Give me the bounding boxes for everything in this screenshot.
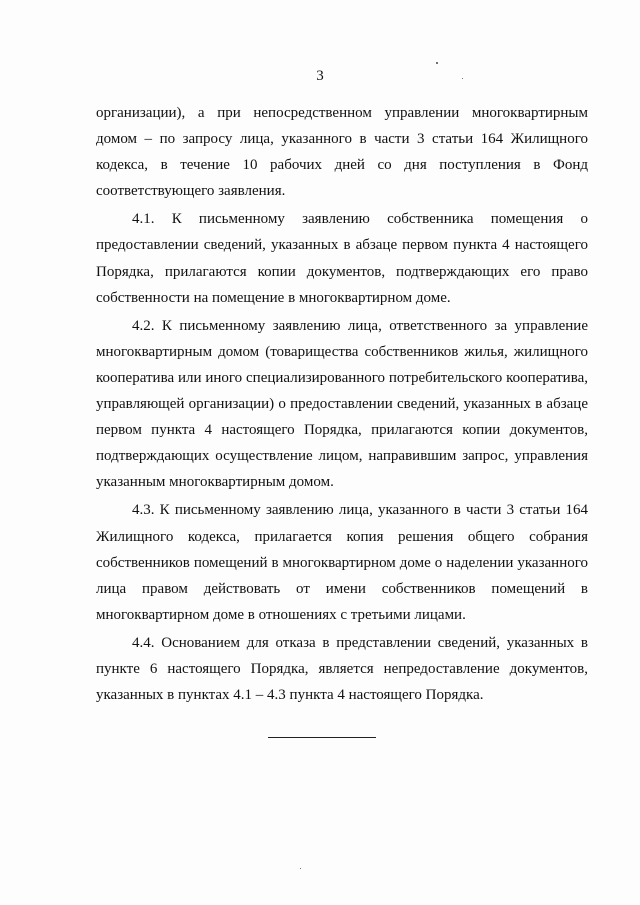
scan-speck (300, 868, 301, 869)
scan-speck (436, 62, 438, 64)
end-rule (268, 737, 376, 738)
scan-speck (462, 78, 463, 79)
paragraph-4-4: 4.4. Основанием для отказа в представлении сведений, указанных в пункте 6 настоящего Порядка, является непредоставление документов, указанных в пунктах 4.1 – 4.3 пункта 4 настоящего Порядка. (96, 634, 588, 704)
paragraph-continuation: организации), а при непосредственном управлении многоквартирным домом – по запросу лица, указанного в части 3 статьи 164 Жилищного кодекса, в течение 10 рабочих дней со дня поступления в Фонд соответствующего заявления. (96, 105, 588, 200)
paragraph-4-3: 4.3. К письменному заявлению лица, указанного в части 3 статьи 164 Жилищного кодекса, прилагается копия решения общего собрания собственников помещений в многоквартирном доме о наделении указанного лица правом действовать от имени собственников помещений в многоквартирном доме в отношениях с третьими лицами. (96, 502, 588, 623)
document-body (96, 100, 588, 708)
paragraph-4-1: 4.1. К письменному заявлению собственника помещения о предоставлении сведений, указанных в абзаце первом пункта 4 настоящего Порядка, прилагаются копии документов, подтверждающих его право собственности на помещение в многоквартирном доме. (96, 211, 588, 306)
paragraph-4-2: 4.2. К письменному заявлению лица, ответственного за управление многоквартирным домом (товарищества собственников жилья, жилищного кооператива или иного специализированного потребительского кооператива, управляющей организации) о предоставлении сведений, указанных в абзаце первом пункта 4 настоящего Порядка, прилагаются копии документов, подтверждающих осуществление лицом, направившим запрос, управления указанным многоквартирным домом. (96, 317, 588, 491)
page-number: 3 (316, 68, 324, 84)
